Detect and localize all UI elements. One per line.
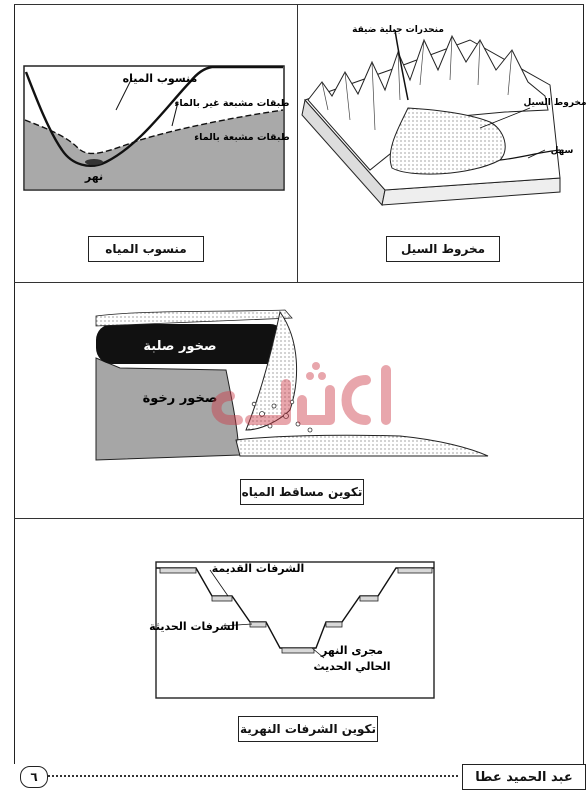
label-old-terraces: الشرفات القديمة xyxy=(211,562,305,575)
label-saturated: طبقات مشبعة بالماء xyxy=(194,132,290,143)
label-plain: سهل xyxy=(550,146,574,156)
author-name: عبد الحميد عطا xyxy=(462,764,586,790)
label-gorge: منحدرات جبلية ضيقة xyxy=(352,25,444,35)
label-soft-rock: صخور رخوة xyxy=(142,391,218,406)
caption-alluvial-fan: مخروط السيل xyxy=(386,236,500,262)
label-new-terraces: الشرفات الحديثة xyxy=(149,620,239,633)
label-unsaturated: طبقات مشبعة غير بالماء xyxy=(174,98,290,109)
caption-waterfall: تكوين مساقط المياه xyxy=(240,479,364,505)
page-number: ٦ xyxy=(20,766,48,788)
label-hard-rock: صخور صلبة xyxy=(143,339,217,354)
footer-dotted-line xyxy=(48,775,458,777)
label-channel-2: الحالي الحديث xyxy=(313,660,391,673)
label-channel-1: مجرى النهر xyxy=(321,644,383,657)
label-water-table: منسوب المياه xyxy=(122,72,198,85)
label-fan: مخروط السيل xyxy=(523,98,587,108)
caption-terraces: تكوين الشرفات النهرية xyxy=(238,716,378,742)
caption-water-table: منسوب المياه xyxy=(88,236,204,262)
valley-profile xyxy=(156,568,434,648)
label-river: نهر xyxy=(84,170,104,183)
